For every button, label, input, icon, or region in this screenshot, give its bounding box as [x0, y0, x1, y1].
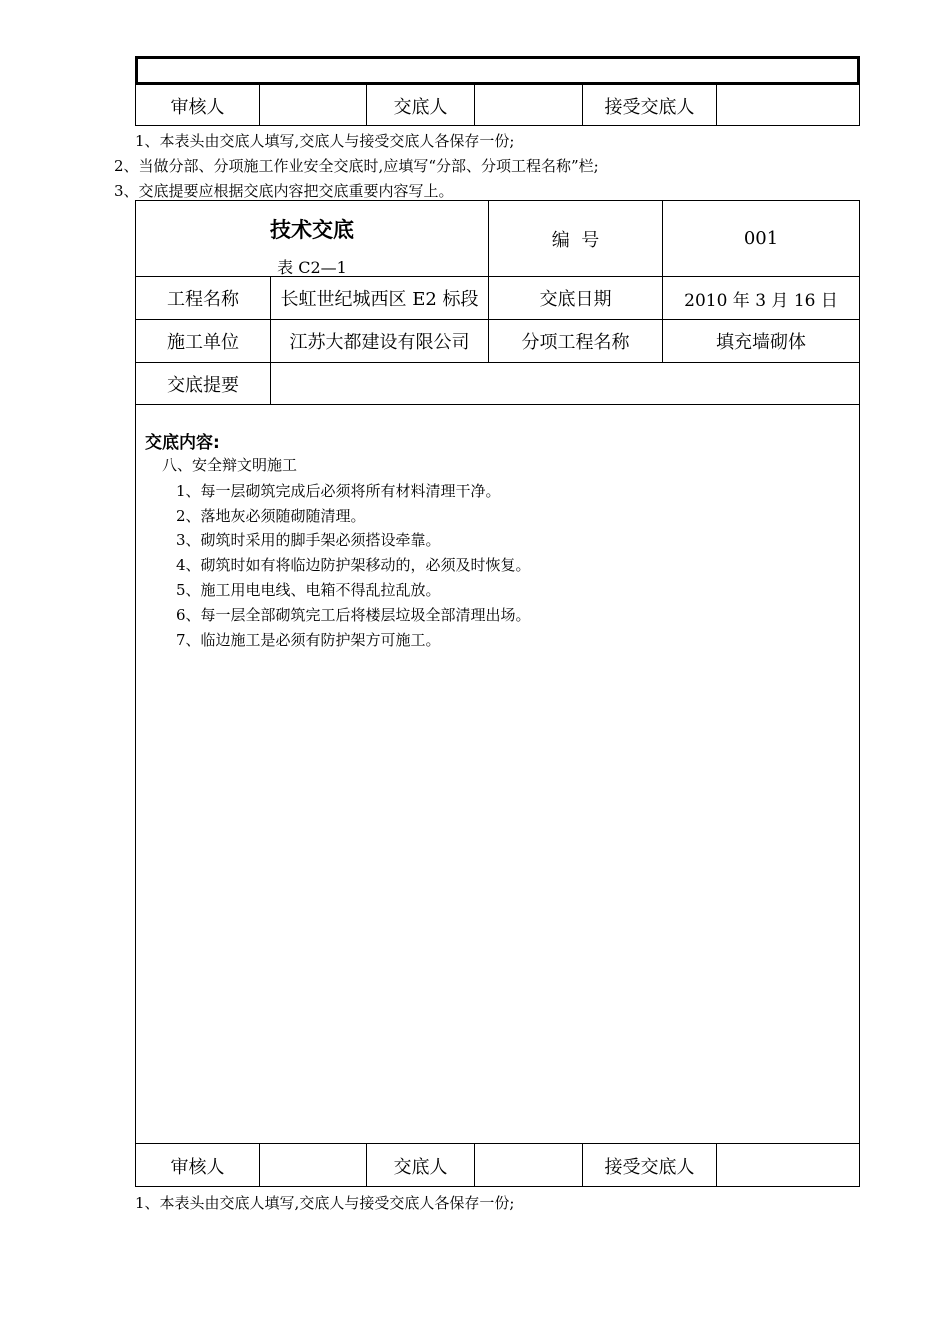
- form-code: 表 C2—1: [277, 258, 347, 277]
- subproject-value: 填充墙砌体: [716, 332, 806, 353]
- number-value: 001: [743, 228, 779, 249]
- top-receiver-label: 接受交底人: [604, 96, 695, 118]
- subproject-label: 分项工程名称: [521, 332, 630, 353]
- footer-note: 1、本表头由交底人填写,交底人与接受交底人各保存一份;: [135, 1194, 515, 1212]
- project-name-value: 长虹世纪城西区 E2 标段: [280, 289, 479, 310]
- note-1: 1、本表头由交底人填写,交底人与接受交底人各保存一份;: [135, 132, 515, 150]
- content-item: 5、施工用电电线、电箱不得乱拉乱放。: [176, 581, 441, 599]
- receiver-label: 接受交底人: [604, 1156, 695, 1178]
- content-item: 3、砌筑时采用的脚手架必须搭设牵靠。: [176, 531, 441, 549]
- form-title: 技术交底: [270, 218, 354, 242]
- discloser-label: 交底人: [393, 1156, 448, 1178]
- contractor-label: 施工单位: [167, 332, 239, 353]
- content-item: 2、落地灰必须随砌随清理。: [176, 507, 366, 525]
- summary-label: 交底提要: [167, 374, 239, 396]
- top-blank-row: [135, 56, 860, 85]
- date-value: 2010 年 3 月 16 日: [684, 290, 838, 311]
- number-label: 编 号: [551, 229, 600, 251]
- content-item: 7、临边施工是必须有防护架方可施工。: [176, 631, 441, 649]
- top-discloser-label: 交底人: [393, 96, 448, 118]
- content-title: 交底内容:: [145, 433, 220, 453]
- content-item: 4、砌筑时如有将临边防护架移动的，必须及时恢复。: [176, 556, 531, 574]
- content-item: 6、每一层全部砌筑完工后将楼层垃圾全部清理出场。: [176, 606, 531, 624]
- top-reviewer-label: 审核人: [170, 96, 225, 118]
- content-item: 1、每一层砌筑完成后必须将所有材料清理干净。: [176, 482, 501, 500]
- reviewer-label: 审核人: [170, 1156, 225, 1178]
- summary-value: [271, 363, 859, 404]
- contractor-value: 江苏大都建设有限公司: [289, 332, 470, 353]
- note-2: 2、当做分部、分项施工作业安全交底时,应填写“分部、分项工程名称”栏;: [114, 157, 599, 175]
- content-section: 八、安全辩文明施工: [162, 456, 298, 474]
- date-label: 交底日期: [539, 289, 612, 310]
- note-3: 3、交底提要应根据交底内容把交底重要内容写上。: [114, 182, 454, 200]
- project-name-label: 工程名称: [167, 289, 239, 310]
